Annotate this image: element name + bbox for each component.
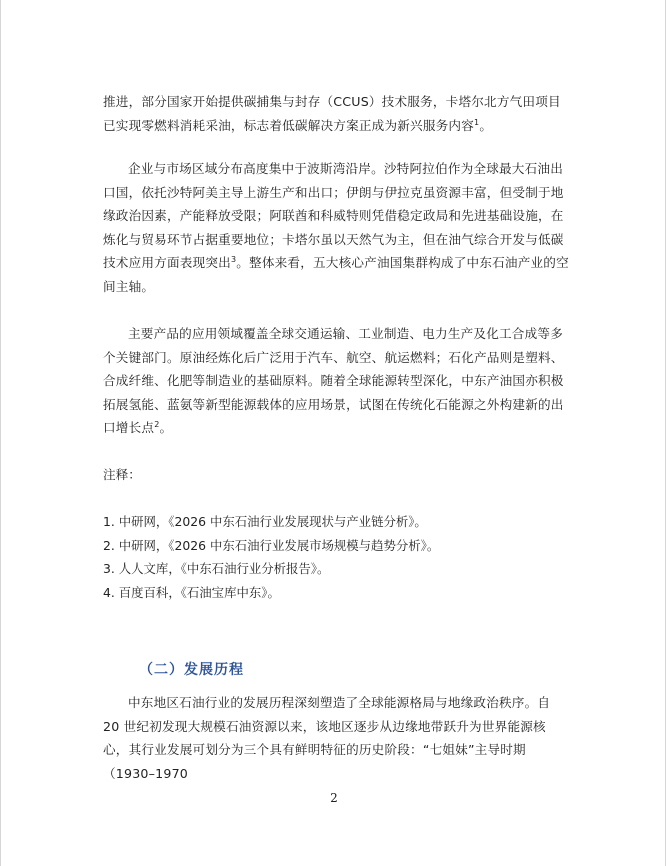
footnote-ref[interactable]: 2	[154, 420, 160, 430]
paragraph-end: 。	[159, 420, 173, 436]
footnote-ref[interactable]: 1	[474, 117, 480, 127]
paragraph-text	[103, 157, 569, 299]
note-item: 4. 百度百科，《石油宝库中东》。	[103, 584, 280, 600]
paragraph-region-distribution	[103, 157, 569, 299]
note-item: 2. 中研网，《2026 中东石油行业发展市场规模与趋势分析》。	[103, 537, 440, 553]
footnote-ref[interactable]: 3	[230, 255, 237, 265]
note-item: 1. 中研网，《2026 中东石油行业发展现状与产业链分析》。	[103, 514, 427, 529]
section-heading: （二）发展历程	[139, 662, 244, 678]
paragraph-body: 主要产品的应用领域覆盖全球交通运输、工业制造、电力生产及化工合成等多个关键部门。原油经炼化后广泛用于汽车、航空、航运燃料；石化产品则是塑料、合成纤维、化肥等制造业的基础原料。随着全球能源转型深化，中东产油国亦积极拓展氢能、蓝氨等新型能源载体的应用场景，试图在传统化石能源之外构建新的出口增长点	[103, 326, 564, 436]
notes-section	[103, 465, 569, 485]
paragraph-body: 推进，部分国家开始提供碳捕集与封存（CCUS）技术服务，卡塔尔北方气田项目已实现零燃料消耗采油，标志着低碳解决方案正成为新兴服务内容	[103, 94, 561, 133]
page-number: 2	[330, 791, 338, 805]
paragraph-history-intro	[103, 691, 569, 785]
paragraph-end: 。	[479, 117, 493, 133]
notes-label: 注释：	[103, 467, 141, 482]
note-item: 3. 人人文库，《中东石油行业分析报告》。	[103, 561, 330, 577]
paragraph-text: 中东地区石油行业的发展历程深刻塑造了全球能源格局与地缘政治秩序。自 20 世纪初发现大规模石油资源以来，该地区逐步从边缘地带跃升为世界能源核心，其行业发展可划分为三个具有鲜明特征的历史阶段：“七姐妹”主导时期（1930–1970	[103, 695, 551, 781]
paragraph-body: 企业与市场区域分布高度集中于波斯湾沿岸。沙特阿拉伯作为全球最大石油出口国，依托沙特阿美主导上游生产和出口；伊朗与伊拉克虽资源丰富，但受制于地缘政治因素，产能释放受限；阿联酋和科威特则凭借稳定政局和先进基础设施，在炼化与贸易环节占据重要地位；卡塔尔虽以天然气为主，但在油气综合开发与低碳技术应用方面表现突出	[103, 161, 564, 271]
paragraph-end: 。整体来看，五大核心产油国集群构成了中东石油产业的空间主轴。	[103, 255, 569, 294]
notes-list	[103, 510, 569, 604]
paragraph-applications	[103, 322, 569, 440]
paragraph-text	[103, 90, 569, 137]
paragraph-ccus	[103, 90, 569, 137]
paragraph-text	[103, 322, 569, 440]
